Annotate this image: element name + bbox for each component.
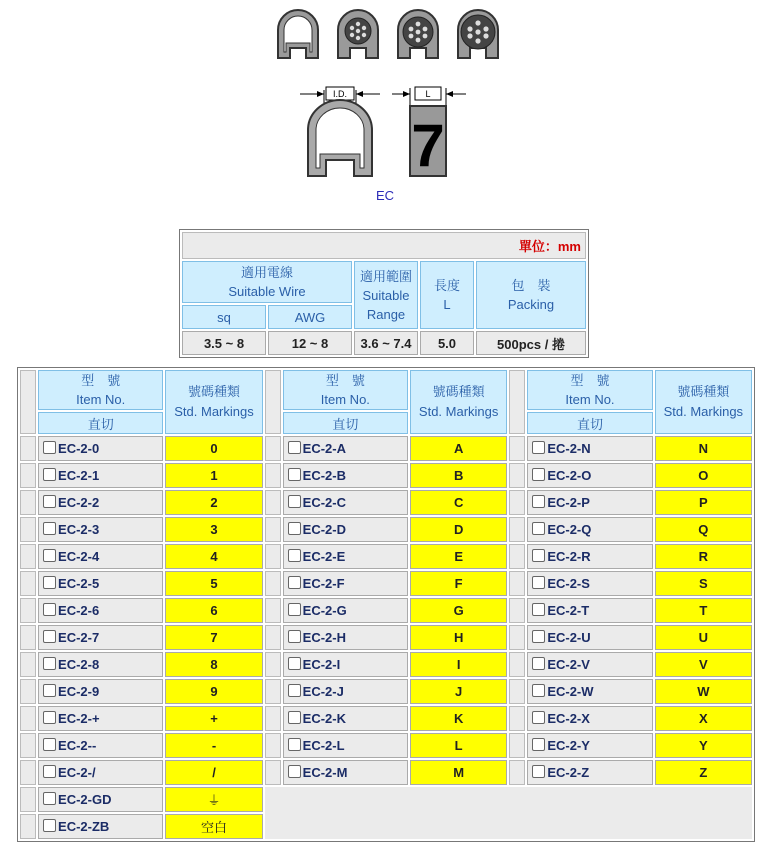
row-spacer: [265, 517, 281, 542]
item-number: EC-2-+: [58, 711, 100, 726]
item-checkbox[interactable]: [43, 819, 56, 832]
item-number: EC-2-B: [302, 468, 347, 483]
table-row: [20, 652, 752, 677]
marking-cell: A: [410, 436, 507, 461]
item-checkbox[interactable]: [532, 603, 545, 616]
row-spacer: [509, 463, 525, 488]
table-row: [20, 625, 752, 650]
table-row: [20, 760, 752, 785]
row-spacer: [265, 760, 281, 785]
item-number: EC-2-Z: [547, 765, 590, 780]
item-checkbox[interactable]: [43, 765, 56, 778]
markings-header-en: Std. Markings: [174, 404, 254, 419]
row-spacer: [509, 544, 525, 569]
item-number: EC-2-R: [547, 549, 591, 564]
row-spacer: [265, 436, 281, 461]
marking-cell: 0: [165, 436, 262, 461]
row-spacer: [509, 706, 525, 731]
item-checkbox[interactable]: [288, 441, 301, 454]
marking-cell: O: [655, 463, 752, 488]
item-cell[interactable]: [38, 652, 163, 677]
marking-cell: Y: [655, 733, 752, 758]
marking-cell: B: [410, 463, 507, 488]
item-cell[interactable]: [527, 652, 652, 677]
item-cell[interactable]: [283, 463, 408, 488]
row-spacer: [20, 733, 36, 758]
row-spacer: [509, 652, 525, 677]
length-header-zh: 長度: [433, 278, 460, 293]
item-header: [38, 370, 163, 410]
item-number: EC-2-3: [58, 522, 100, 537]
item-checkbox[interactable]: [43, 468, 56, 481]
marking-cell: Z: [655, 760, 752, 785]
item-cell[interactable]: [527, 598, 652, 623]
marking-cell: K: [410, 706, 507, 731]
marker-open-icon: [278, 10, 318, 58]
marking-cell: E: [410, 544, 507, 569]
table-row: [20, 733, 752, 758]
item-header: [283, 370, 408, 410]
marking-cell: P: [655, 490, 752, 515]
item-checkbox[interactable]: [43, 576, 56, 589]
length-label: L: [425, 89, 431, 99]
row-spacer: [509, 517, 525, 542]
item-cell[interactable]: [38, 517, 163, 542]
item-number: EC-2-W: [547, 684, 594, 699]
item-checkbox[interactable]: [532, 684, 545, 697]
item-checkbox[interactable]: [43, 792, 56, 805]
markings-header-zh: 號碼種類: [432, 384, 485, 399]
item-cell[interactable]: [283, 760, 408, 785]
item-cell[interactable]: [38, 706, 163, 731]
item-cell[interactable]: [283, 733, 408, 758]
length-value: 5.0: [420, 331, 474, 355]
item-cell[interactable]: [283, 517, 408, 542]
item-table: [17, 367, 755, 842]
item-checkbox[interactable]: [532, 711, 545, 724]
item-checkbox[interactable]: [288, 738, 301, 751]
item-cell[interactable]: [527, 490, 652, 515]
row-spacer: [265, 463, 281, 488]
item-number: EC-2-Q: [547, 522, 592, 537]
range-header-en2: Range: [366, 306, 406, 322]
marking-cell: U: [655, 625, 752, 650]
item-number: EC-2-O: [547, 468, 592, 483]
marking-cell: N: [655, 436, 752, 461]
marking-cell: I: [410, 652, 507, 677]
item-header-zh: 型 號: [81, 373, 121, 388]
marking-cell: 3: [165, 517, 262, 542]
item-number: EC-2-D: [302, 522, 347, 537]
item-checkbox[interactable]: [288, 684, 301, 697]
awg-header: AWG: [268, 305, 352, 329]
marking-cell: J: [410, 679, 507, 704]
row-spacer: [509, 490, 525, 515]
table-row: [20, 517, 752, 542]
item-checkbox[interactable]: [532, 576, 545, 589]
header-spacer: [265, 370, 281, 434]
marking-cell: G: [410, 598, 507, 623]
cut-header: 直切: [38, 412, 163, 434]
row-spacer: [20, 463, 36, 488]
item-checkbox[interactable]: [288, 495, 301, 508]
item-cell[interactable]: [527, 679, 652, 704]
item-number: EC-2-GD: [58, 792, 112, 807]
marker-wire-medium-icon: [398, 10, 438, 58]
row-spacer: [20, 490, 36, 515]
item-cell[interactable]: [38, 625, 163, 650]
item-checkbox[interactable]: [288, 576, 301, 589]
marking-cell: X: [655, 706, 752, 731]
item-checkbox[interactable]: [532, 765, 545, 778]
item-cell[interactable]: [283, 571, 408, 596]
item-cell[interactable]: [38, 544, 163, 569]
item-number: EC-2-8: [58, 657, 100, 672]
product-icons-row: [272, 8, 504, 62]
item-number: EC-2-U: [547, 630, 591, 645]
item-number: EC-2-G: [302, 603, 347, 618]
item-cell[interactable]: [283, 598, 408, 623]
item-number: EC-2-/: [58, 765, 96, 780]
row-spacer: [509, 571, 525, 596]
item-checkbox[interactable]: [43, 495, 56, 508]
table-row: [20, 463, 752, 488]
marking-cell: D: [410, 517, 507, 542]
packing-header-en: Packing: [507, 297, 555, 312]
item-number: EC-2-F: [302, 576, 345, 591]
item-checkbox[interactable]: [532, 630, 545, 643]
row-spacer: [265, 733, 281, 758]
item-number: EC-2-V: [547, 657, 590, 672]
item-checkbox[interactable]: [43, 738, 56, 751]
item-number: EC-2-P: [547, 495, 590, 510]
row-spacer: [265, 625, 281, 650]
item-cell[interactable]: [38, 490, 163, 515]
empty-area: [265, 787, 752, 839]
length-header-en: L: [443, 297, 451, 312]
item-cell[interactable]: [527, 436, 652, 461]
item-number: EC-2-1: [58, 468, 100, 483]
marking-cell: 7: [165, 625, 262, 650]
cut-header: 直切: [527, 412, 652, 434]
row-spacer: [509, 760, 525, 785]
marking-cell: /: [165, 760, 262, 785]
marking-cell: +: [165, 706, 262, 731]
item-cell[interactable]: [38, 436, 163, 461]
item-cell[interactable]: [283, 490, 408, 515]
range-value: 3.6 ~ 7.4: [354, 331, 418, 355]
item-checkbox[interactable]: [288, 603, 301, 616]
item-checkbox[interactable]: [43, 549, 56, 562]
item-cell[interactable]: [283, 625, 408, 650]
packing-value: 500pcs / 捲: [476, 331, 586, 355]
item-checkbox[interactable]: [43, 603, 56, 616]
row-spacer: [20, 571, 36, 596]
item-cell[interactable]: [527, 517, 652, 542]
item-checkbox[interactable]: [43, 441, 56, 454]
dimension-diagram: [296, 86, 476, 186]
item-number: EC-2-T: [547, 603, 590, 618]
marking-cell: 2: [165, 490, 262, 515]
item-checkbox[interactable]: [288, 549, 301, 562]
packing-header: [476, 261, 586, 329]
range-header: [354, 261, 418, 329]
marking-cell: 5: [165, 571, 262, 596]
row-spacer: [265, 706, 281, 731]
row-spacer: [265, 571, 281, 596]
item-cell[interactable]: [38, 571, 163, 596]
row-spacer: [265, 652, 281, 677]
row-spacer: [20, 517, 36, 542]
item-header-en: Item No.: [565, 392, 615, 407]
marking-cell: ⏚: [165, 787, 262, 812]
item-cell[interactable]: [38, 679, 163, 704]
id-label: I.D.: [332, 89, 348, 99]
item-number: EC-2-2: [58, 495, 100, 510]
row-spacer: [265, 544, 281, 569]
table-row: [20, 679, 752, 704]
item-number: EC-2-X: [547, 711, 590, 726]
row-spacer: [20, 679, 36, 704]
item-checkbox[interactable]: [532, 522, 545, 535]
marker-side-profile-icon: [308, 100, 372, 176]
marking-cell: 8: [165, 652, 262, 677]
item-cell[interactable]: [283, 652, 408, 677]
item-cell[interactable]: [38, 760, 163, 785]
item-number: EC-2-C: [302, 495, 347, 510]
item-checkbox[interactable]: [43, 522, 56, 535]
item-cell[interactable]: [283, 679, 408, 704]
item-number: EC-2-M: [302, 765, 348, 780]
item-header: [527, 370, 652, 410]
item-checkbox[interactable]: [43, 630, 56, 643]
item-cell[interactable]: [527, 760, 652, 785]
row-spacer: [265, 679, 281, 704]
item-number: EC-2-H: [302, 630, 347, 645]
awg-value: 12 ~ 8: [268, 331, 352, 355]
item-checkbox[interactable]: [288, 765, 301, 778]
item-checkbox[interactable]: [532, 657, 545, 670]
item-checkbox[interactable]: [532, 495, 545, 508]
item-checkbox[interactable]: [288, 657, 301, 670]
item-checkbox[interactable]: [532, 549, 545, 562]
item-cell[interactable]: [527, 544, 652, 569]
item-header-zh: 型 號: [325, 373, 365, 388]
item-cell[interactable]: [38, 733, 163, 758]
item-header-en: Item No.: [320, 392, 370, 407]
wire-header-zh: 適用電線: [240, 265, 293, 280]
row-spacer: [20, 598, 36, 623]
item-cell[interactable]: [38, 463, 163, 488]
item-number: EC-2-4: [58, 549, 100, 564]
length-header: [420, 261, 474, 329]
item-number: EC-2-Y: [547, 738, 590, 753]
marking-cell: R: [655, 544, 752, 569]
table-row: [20, 787, 752, 812]
marking-cell: S: [655, 571, 752, 596]
markings-header: [655, 370, 752, 434]
model-label: EC: [376, 188, 395, 203]
marking-cell: C: [410, 490, 507, 515]
row-spacer: [20, 436, 36, 461]
range-header-en1: Suitable: [362, 287, 410, 303]
row-spacer: [20, 544, 36, 569]
marking-cell: -: [165, 733, 262, 758]
row-spacer: [509, 733, 525, 758]
table-row: [20, 706, 752, 731]
markings-header: [410, 370, 507, 434]
item-number: EC-2-K: [302, 711, 347, 726]
marking-cell: L: [410, 733, 507, 758]
markings-header: [165, 370, 262, 434]
item-cell[interactable]: [38, 814, 163, 839]
row-spacer: [265, 490, 281, 515]
marker-wire-large-icon: [458, 10, 498, 58]
item-cell[interactable]: [283, 706, 408, 731]
item-header-zh: 型 號: [570, 373, 610, 388]
item-checkbox[interactable]: [43, 657, 56, 670]
item-checkbox[interactable]: [288, 522, 301, 535]
row-spacer: [509, 436, 525, 461]
row-spacer: [265, 598, 281, 623]
row-spacer: [20, 625, 36, 650]
table-row: [20, 490, 752, 515]
wire-header-en: Suitable Wire: [228, 284, 306, 299]
spec-table: [179, 229, 589, 358]
row-spacer: [509, 679, 525, 704]
item-cell[interactable]: [527, 625, 652, 650]
item-cell[interactable]: [38, 787, 163, 812]
item-checkbox[interactable]: [532, 738, 545, 751]
table-row: [20, 544, 752, 569]
table-row: [20, 598, 752, 623]
item-cell[interactable]: [527, 733, 652, 758]
item-number: EC-2-I: [302, 657, 341, 672]
item-number: EC-2-N: [547, 441, 591, 456]
row-spacer: [20, 652, 36, 677]
marker-wire-small-icon: [338, 10, 378, 58]
item-checkbox[interactable]: [43, 711, 56, 724]
row-spacer: [20, 787, 36, 812]
row-spacer: [509, 625, 525, 650]
marking-cell: W: [655, 679, 752, 704]
sample-digit: 7: [411, 112, 445, 179]
row-spacer: [20, 706, 36, 731]
marking-cell: 9: [165, 679, 262, 704]
item-cell[interactable]: [283, 544, 408, 569]
item-checkbox[interactable]: [288, 711, 301, 724]
item-number: EC-2-A: [302, 441, 347, 456]
marking-cell: H: [410, 625, 507, 650]
item-number: EC-2-S: [547, 576, 590, 591]
item-checkbox[interactable]: [532, 441, 545, 454]
item-number: EC-2--: [58, 738, 97, 753]
packing-header-zh: 包 裝: [511, 278, 551, 293]
sq-value: 3.5 ~ 8: [182, 331, 266, 355]
header-spacer: [20, 370, 36, 434]
item-number: EC-2-L: [302, 738, 345, 753]
item-cell[interactable]: [527, 463, 652, 488]
header-spacer: [509, 370, 525, 434]
item-number: EC-2-6: [58, 603, 100, 618]
marking-cell: 6: [165, 598, 262, 623]
marking-cell: V: [655, 652, 752, 677]
cut-header: 直切: [283, 412, 408, 434]
markings-header-en: Std. Markings: [663, 404, 744, 419]
row-spacer: [20, 760, 36, 785]
item-number: EC-2-5: [58, 576, 100, 591]
marking-cell: F: [410, 571, 507, 596]
item-number: EC-2-7: [58, 630, 100, 645]
item-cell[interactable]: [527, 706, 652, 731]
marking-cell: M: [410, 760, 507, 785]
item-table-body: [20, 370, 752, 839]
markings-header-en: Std. Markings: [418, 404, 499, 419]
item-number: EC-2-E: [302, 549, 346, 564]
marking-cell: Q: [655, 517, 752, 542]
wire-header: [182, 261, 352, 303]
marking-cell: 1: [165, 463, 262, 488]
item-number: EC-2-9: [58, 684, 100, 699]
sq-header: sq: [182, 305, 266, 329]
item-checkbox[interactable]: [532, 468, 545, 481]
item-header-en: Item No.: [76, 392, 126, 407]
item-number: EC-2-0: [58, 441, 100, 456]
item-cell[interactable]: [283, 436, 408, 461]
markings-header-zh: 號碼種類: [677, 384, 730, 399]
unit-label: 單位：mm: [182, 232, 586, 259]
table-row: [20, 436, 752, 461]
marking-cell: T: [655, 598, 752, 623]
item-checkbox[interactable]: [43, 684, 56, 697]
item-cell[interactable]: [38, 598, 163, 623]
marking-cell: 4: [165, 544, 262, 569]
row-spacer: [509, 598, 525, 623]
markings-header-zh: 號碼種類: [188, 384, 241, 399]
range-header-zh: 適用範圍: [359, 268, 412, 284]
table-row: [20, 571, 752, 596]
marking-cell: 空白: [165, 814, 262, 839]
item-number: EC-2-J: [302, 684, 344, 699]
item-checkbox[interactable]: [288, 630, 301, 643]
item-checkbox[interactable]: [288, 468, 301, 481]
item-number: EC-2-ZB: [58, 819, 110, 834]
row-spacer: [20, 814, 36, 839]
item-cell[interactable]: [527, 571, 652, 596]
